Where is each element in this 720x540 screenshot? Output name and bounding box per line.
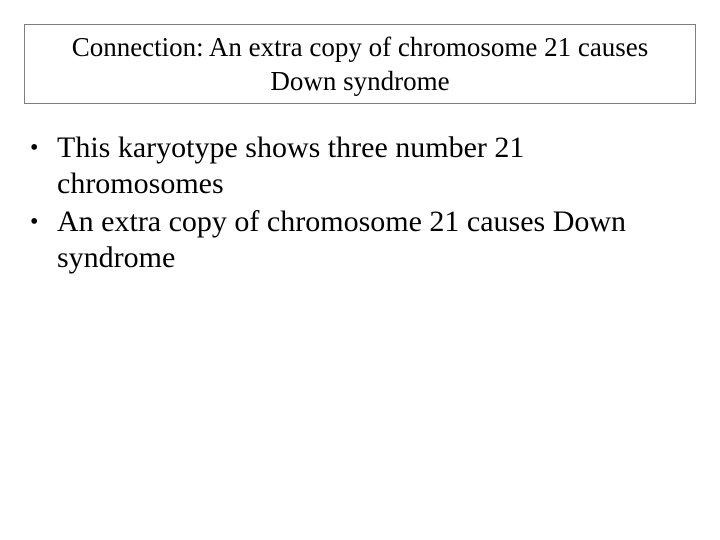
bullet-item [30, 130, 690, 202]
bullet-icon: • [30, 135, 39, 161]
bullet-icon: • [30, 209, 39, 235]
bullet-text: An extra copy of chromosome 21 causes Down syndrome [57, 205, 627, 274]
bullet-list [30, 130, 690, 278]
bullet-item [30, 204, 690, 276]
slide-title: Connection: An extra copy of chromosome 21 causes Down syndrome [71, 32, 649, 96]
title-box [24, 24, 696, 104]
bullet-text: This karyotype shows three number 21 chromosomes [57, 131, 525, 200]
